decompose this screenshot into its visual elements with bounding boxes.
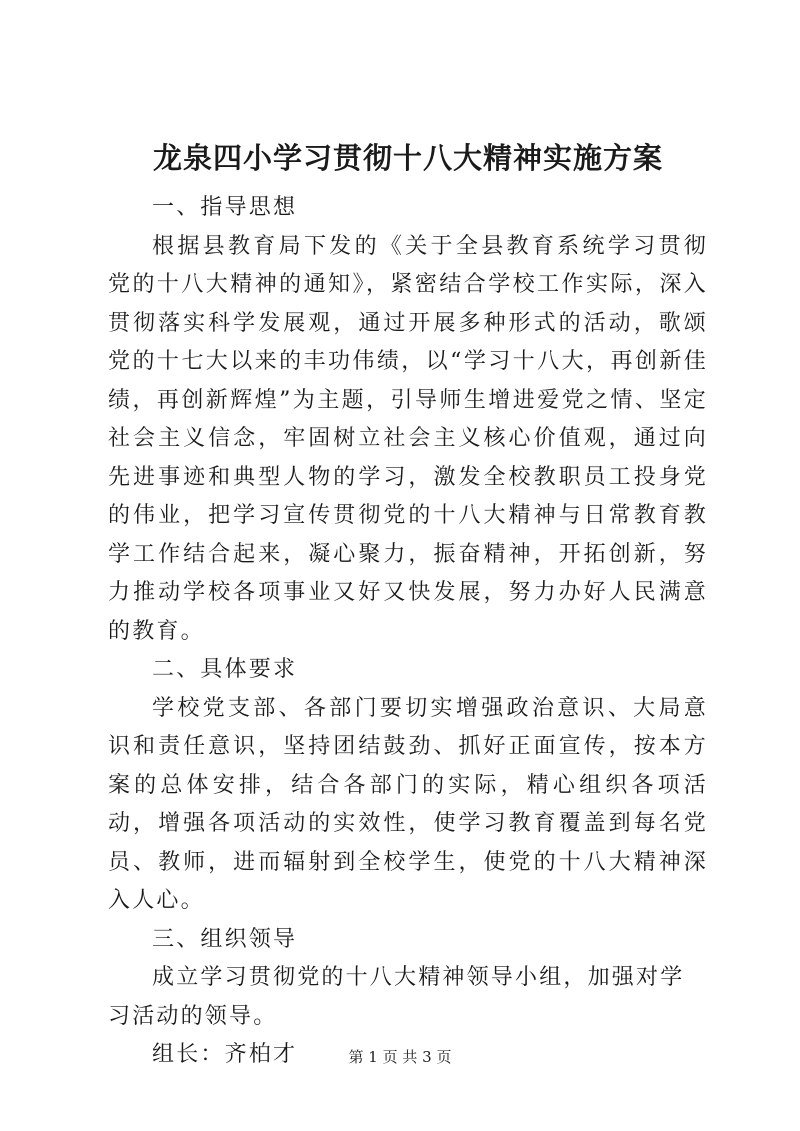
paragraph-group-leader: 组长：齐柏才 — [152, 1042, 298, 1067]
document-body — [108, 189, 708, 1075]
paragraph-organization: 成立学习贯彻党的十八大精神领导小组，加强对学习活动的领导。 — [108, 965, 685, 1029]
section-heading-guiding-thought: 一、指导思想 — [152, 195, 298, 220]
document-title: 龙泉四小学习贯彻十八大精神实施方案 — [152, 141, 663, 175]
paragraph-requirements: 学校党支部、各部门要切实增强政治意识、大局意识和责任意识，坚持团结鼓劲、抓好正面宣传，按本方案的总体安排，结合各部门的实际，精心组织各项活动，增强各项活动的实效性，使学习教育覆盖到每名党员、教师，进而辐射到全校学生，使党的十八大精神深入人心。 — [108, 695, 708, 913]
page-number-footer: 第 1 页 共 3 页 — [348, 1048, 452, 1066]
section-heading-requirements: 二、具体要求 — [152, 657, 298, 682]
paragraph-guiding-thought: 根据县教育局下发的《关于全县教育系统学习贯彻党的十八大精神的通知》，紧密结合学校工作实际，深入贯彻落实科学发展观，通过开展多种形式的活动，歌颂党的十七大以来的丰功伟绩，以“学习十八大，再创新佳绩，再创新辉煌”为主题，引导师生增进爱党之情、坚定社会主义信念，牢固树立社会主义核心价值观，通过向先进事迹和典型人物的学习，激发全校教职员工投身党的伟业，把学习宣传贯彻党的十八大精神与日常教育教学工作结合起来，凝心聚力，振奋精神，开拓创新，努力推动学校各项事业又好又快发展，努力办好人民满意的教育。 — [108, 233, 708, 644]
section-heading-organization: 三、组织领导 — [152, 926, 298, 952]
